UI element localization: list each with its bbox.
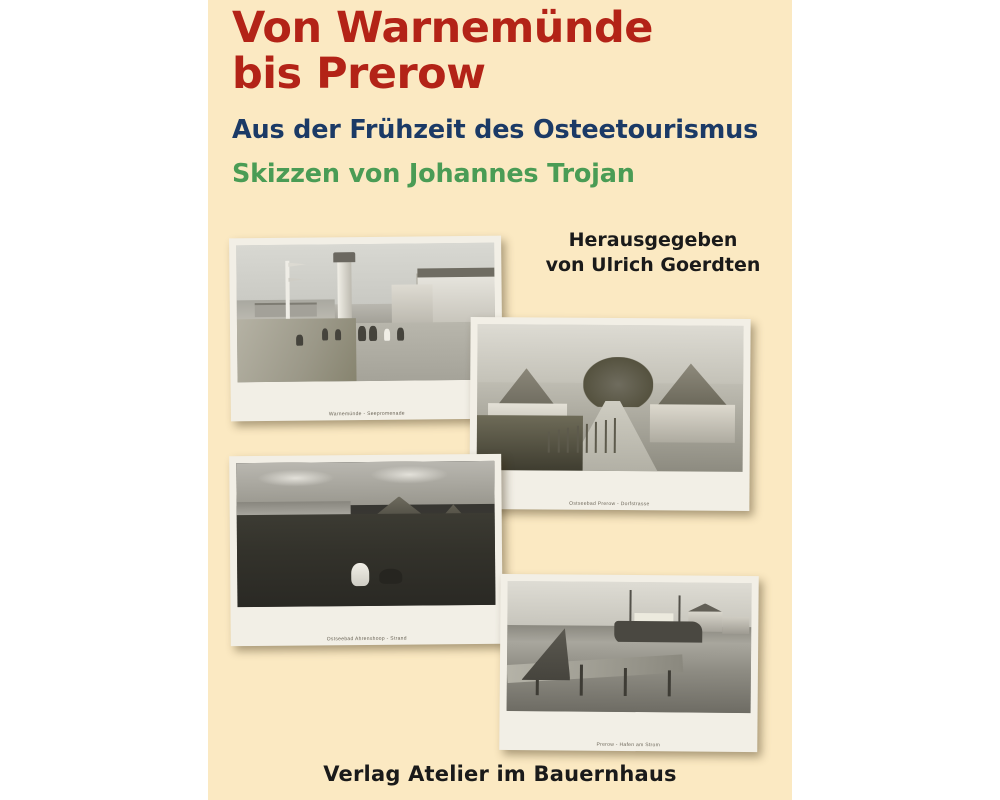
cloud: [370, 466, 448, 484]
figure: [296, 335, 302, 346]
editor-line-1: Herausgegeben: [568, 229, 738, 251]
mooring-pile: [580, 665, 583, 696]
subtitle: Aus der Frühzeit des Osteetourismus: [232, 115, 759, 146]
title-line-2: bis Prerow: [232, 48, 486, 99]
title-line-1: Von Warnemünde: [232, 3, 653, 53]
mooring-pile: [624, 668, 627, 697]
postcard-harbour: [499, 574, 759, 752]
postcard-warnemuende: [229, 236, 503, 422]
mooring-pile: [668, 671, 671, 697]
ship-mast: [629, 590, 631, 624]
editor-credit: [528, 228, 778, 279]
postcard-photo: [236, 243, 495, 383]
postcard-caption: Prerow - Hafen am Strom: [596, 741, 661, 749]
figure: [369, 326, 377, 341]
figure: [335, 329, 341, 340]
harbour-shed: [722, 617, 749, 634]
postcard-caption: Ostseebad Prerow - Dorfstrasse: [569, 500, 650, 508]
flag-mast: [285, 261, 289, 321]
figure: [322, 328, 328, 340]
hotel-roof: [417, 267, 494, 277]
book-cover: [208, 0, 792, 800]
cloud: [257, 469, 335, 487]
ship-mast: [678, 595, 680, 624]
postcard-village: [469, 317, 750, 511]
editor-line-2: von Ulrich Goerdten: [545, 254, 761, 277]
figure-seated-light: [351, 563, 369, 586]
postcard-photo: [236, 461, 495, 607]
figure: [384, 329, 390, 341]
postcard-caption: Ostseebad Ahrenshoop - Strand: [326, 635, 407, 643]
postcard-beach: [229, 454, 503, 646]
author-line: Skizzen von Johannes Trojan: [232, 159, 635, 190]
figure-seated-dark: [379, 568, 402, 584]
dune-region: [237, 318, 356, 382]
publisher-name: Verlag Atelier im Bauernhaus: [323, 762, 677, 786]
dune-region: [237, 513, 496, 607]
title-block: [232, 3, 772, 190]
page-title: [232, 3, 772, 99]
postcard-caption: Warnemünde - Seepromenade: [328, 410, 405, 418]
figure: [397, 327, 404, 341]
figure: [358, 326, 366, 341]
wooden-fence: [546, 418, 663, 454]
tree: [583, 357, 653, 407]
postcard-photo: [507, 581, 752, 713]
postcard-photo: [477, 324, 744, 472]
lighthouse-lantern: [333, 252, 355, 262]
